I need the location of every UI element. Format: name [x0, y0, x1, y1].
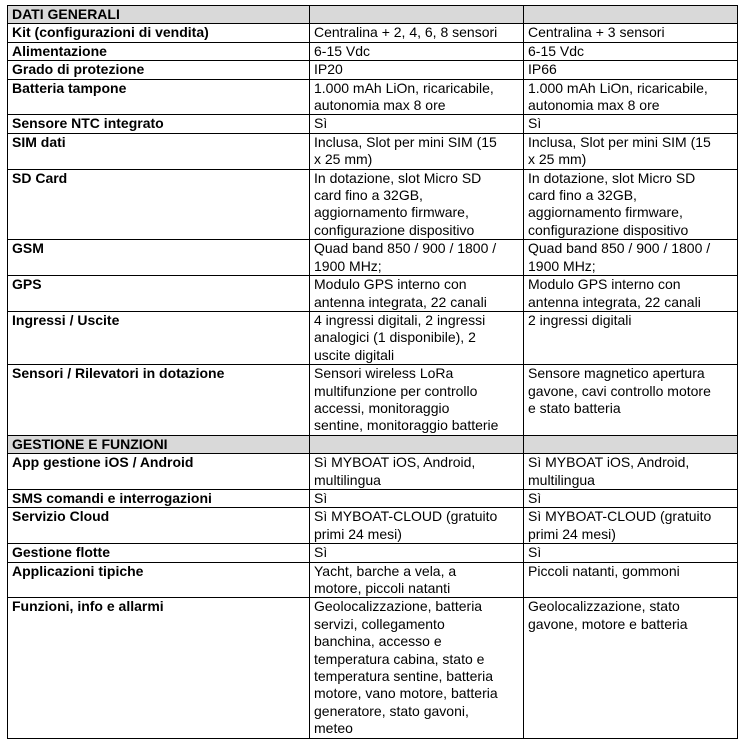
spec-table-body: [8, 6, 738, 739]
value-config-b: In dotazione, slot Micro SD card fino a 32GB, aggiornamento firmware, configurazione dispositivo: [524, 169, 738, 240]
table-row: [8, 598, 738, 738]
row-label: Servizio Cloud: [8, 508, 310, 544]
section-empty-cell: [310, 6, 524, 24]
value-config-b: Modulo GPS interno con antenna integrata, 22 canali: [524, 276, 738, 312]
row-label: Batteria tampone: [8, 79, 310, 115]
row-label: Alimentazione: [8, 42, 310, 60]
table-row: [8, 169, 738, 240]
table-row: [8, 24, 738, 42]
value-config-a: Sì: [310, 544, 524, 562]
value-config-a: Sì: [310, 489, 524, 507]
value-config-b: Sì MYBOAT-CLOUD (gratuito primi 24 mesi): [524, 508, 738, 544]
row-label: Gestione flotte: [8, 544, 310, 562]
value-config-a: 4 ingressi digitali, 2 ingressi analogici (1 disponibile), 2 uscite digitali: [310, 311, 524, 364]
table-row: [8, 562, 738, 598]
row-label: App gestione iOS / Android: [8, 454, 310, 490]
value-config-b: Quad band 850 / 900 / 1800 / 1900 MHz;: [524, 240, 738, 276]
value-config-a: IP20: [310, 61, 524, 79]
row-label: Grado di protezione: [8, 61, 310, 79]
value-config-b: Sì: [524, 489, 738, 507]
value-config-b: 6-15 Vdc: [524, 42, 738, 60]
value-config-a: Sì MYBOAT iOS, Android, multilingua: [310, 454, 524, 490]
value-config-a: Centralina + 2, 4, 6, 8 sensori: [310, 24, 524, 42]
value-config-b: 1.000 mAh LiOn, ricaricabile, autonomia max 8 ore: [524, 79, 738, 115]
row-label: GPS: [8, 276, 310, 312]
table-row: [8, 276, 738, 312]
value-config-b: IP66: [524, 61, 738, 79]
value-config-b: Sì: [524, 544, 738, 562]
row-label: Sensori / Rilevatori in dotazione: [8, 365, 310, 436]
value-config-a: Sì: [310, 115, 524, 133]
row-label: GSM: [8, 240, 310, 276]
value-config-a: Inclusa, Slot per mini SIM (15 x 25 mm): [310, 133, 524, 169]
section-title: DATI GENERALI: [8, 6, 310, 24]
value-config-a: In dotazione, slot Micro SD card fino a 32GB, aggiornamento firmware, configurazione dispositivo: [310, 169, 524, 240]
section-header-dati-generali: [8, 6, 738, 24]
value-config-b: 2 ingressi digitali: [524, 311, 738, 364]
value-config-b: Geolocalizzazione, stato gavone, motore e batteria: [524, 598, 738, 738]
value-config-b: Sensore magnetico apertura gavone, cavi controllo motore e stato batteria: [524, 365, 738, 436]
row-label: SD Card: [8, 169, 310, 240]
value-config-b: Piccoli natanti, gommoni: [524, 562, 738, 598]
section-empty-cell: [524, 435, 738, 453]
table-row: [8, 544, 738, 562]
value-config-b: Inclusa, Slot per mini SIM (15 x 25 mm): [524, 133, 738, 169]
value-config-b: Centralina + 3 sensori: [524, 24, 738, 42]
value-config-b: Sì MYBOAT iOS, Android, multilingua: [524, 454, 738, 490]
table-row: [8, 508, 738, 544]
section-empty-cell: [524, 6, 738, 24]
table-row: [8, 365, 738, 436]
section-title: GESTIONE E FUNZIONI: [8, 435, 310, 453]
table-row: [8, 454, 738, 490]
value-config-a: Quad band 850 / 900 / 1800 / 1900 MHz;: [310, 240, 524, 276]
value-config-a: 6-15 Vdc: [310, 42, 524, 60]
spec-table: [7, 5, 738, 739]
table-row: [8, 115, 738, 133]
row-label: SIM dati: [8, 133, 310, 169]
value-config-a: Sì MYBOAT-CLOUD (gratuito primi 24 mesi): [310, 508, 524, 544]
section-empty-cell: [310, 435, 524, 453]
row-label: SMS comandi e interrogazioni: [8, 489, 310, 507]
value-config-a: Geolocalizzazione, batteria servizi, collegamento banchina, accesso e temperatura cabina, stato e temperatura sentine, batteria motore, vano motore, batteria generatore, stato gavoni, meteo: [310, 598, 524, 738]
table-row: [8, 240, 738, 276]
table-row: [8, 311, 738, 364]
table-row: [8, 79, 738, 115]
table-row: [8, 61, 738, 79]
value-config-a: Modulo GPS interno con antenna integrata, 22 canali: [310, 276, 524, 312]
table-row: [8, 133, 738, 169]
row-label: Funzioni, info e allarmi: [8, 598, 310, 738]
row-label: Sensore NTC integrato: [8, 115, 310, 133]
table-row: [8, 489, 738, 507]
row-label: Kit (configurazioni di vendita): [8, 24, 310, 42]
value-config-a: 1.000 mAh LiOn, ricaricabile, autonomia max 8 ore: [310, 79, 524, 115]
row-label: Applicazioni tipiche: [8, 562, 310, 598]
section-header-gestione-e-funzioni: [8, 435, 738, 453]
row-label: Ingressi / Uscite: [8, 311, 310, 364]
value-config-b: Sì: [524, 115, 738, 133]
table-row: [8, 42, 738, 60]
value-config-a: Sensori wireless LoRa multifunzione per controllo accessi, monitoraggio sentine, monitoraggio batterie: [310, 365, 524, 436]
value-config-a: Yacht, barche a vela, a motore, piccoli natanti: [310, 562, 524, 598]
